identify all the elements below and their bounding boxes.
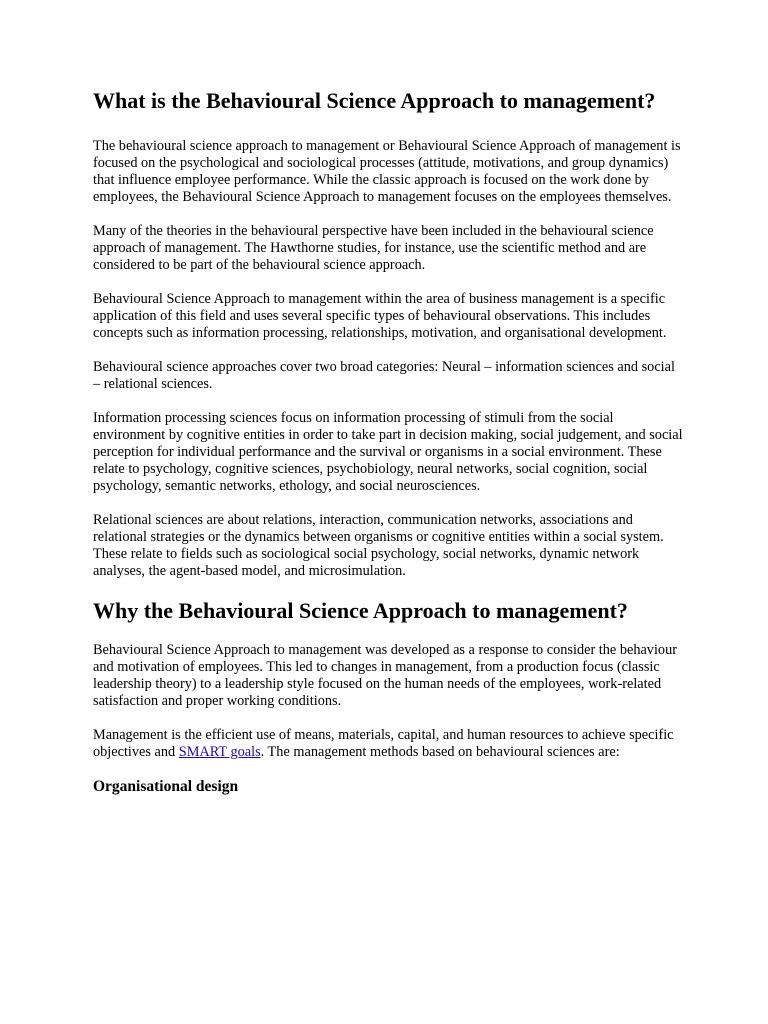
page-title: What is the Behavioural Science Approach to management? bbox=[93, 88, 656, 113]
paragraph-why: Behavioural Science Approach to management was developed as a response to consider the behaviour and motivation of employees. This led to changes in management, from a production focus (classic leadership theory) to a leadership style focused on the human needs of the employees, work-related satisfaction and proper working conditions. bbox=[93, 642, 677, 709]
management-text-before-link: Management is the efficient use of means, materials, capital, and human resources to achieve specific objectives and bbox=[93, 727, 674, 760]
section-heading-why: Why the Behavioural Science Approach to management? bbox=[93, 598, 628, 623]
document-page bbox=[93, 88, 683, 796]
paragraph-theories: Many of the theories in the behavioural perspective have been included in the behavioural science approach of management. The Hawthorne studies, for instance, use the scientific method and are considered to be part of the behavioural science approach. bbox=[93, 223, 654, 273]
paragraph-information-processing: Information processing sciences focus on information processing of stimuli from the social environment by cognitive entities in order to take part in decision making, social judgement, and social perception for individual performance and the survival or organisms in a social environment. These relate to psychology, cognitive sciences, psychobiology, neural networks, social cognition, social psychology, semantic networks, ethology, and social neurosciences. bbox=[93, 410, 683, 494]
paragraph-definition: The behavioural science approach to management or Behavioural Science Approach of management is focused on the psychological and sociological processes (attitude, motivations, and group dynamics) that influence employee performance. While the classic approach is focused on the work done by employees, the Behavioural Science Approach to management focuses on the employees themselves. bbox=[93, 138, 681, 205]
smart-goals-link[interactable]: SMART goals bbox=[178, 744, 261, 760]
paragraph-management-methods bbox=[93, 727, 683, 761]
management-text-after-link: . The management methods based on behavioural sciences are: bbox=[260, 744, 620, 760]
paragraph-relational-sciences: Relational sciences are about relations, interaction, communication networks, associations and relational strategies or the dynamics between organisms or cognitive entities within a social system. These relate to fields such as sociological social psychology, social networks, dynamic network analyses, the agent-based model, and microsimulation. bbox=[93, 512, 664, 579]
subheading-organisational-design: Organisational design bbox=[93, 778, 239, 795]
paragraph-business-management: Behavioural Science Approach to management within the area of business management is a specific application of this field and uses several specific types of behavioural observations. This includes concepts such as information processing, relationships, motivation, and organisational development. bbox=[93, 291, 667, 341]
paragraph-categories: Behavioural science approaches cover two broad categories: Neural – information sciences and social – relational sciences. bbox=[93, 359, 675, 392]
